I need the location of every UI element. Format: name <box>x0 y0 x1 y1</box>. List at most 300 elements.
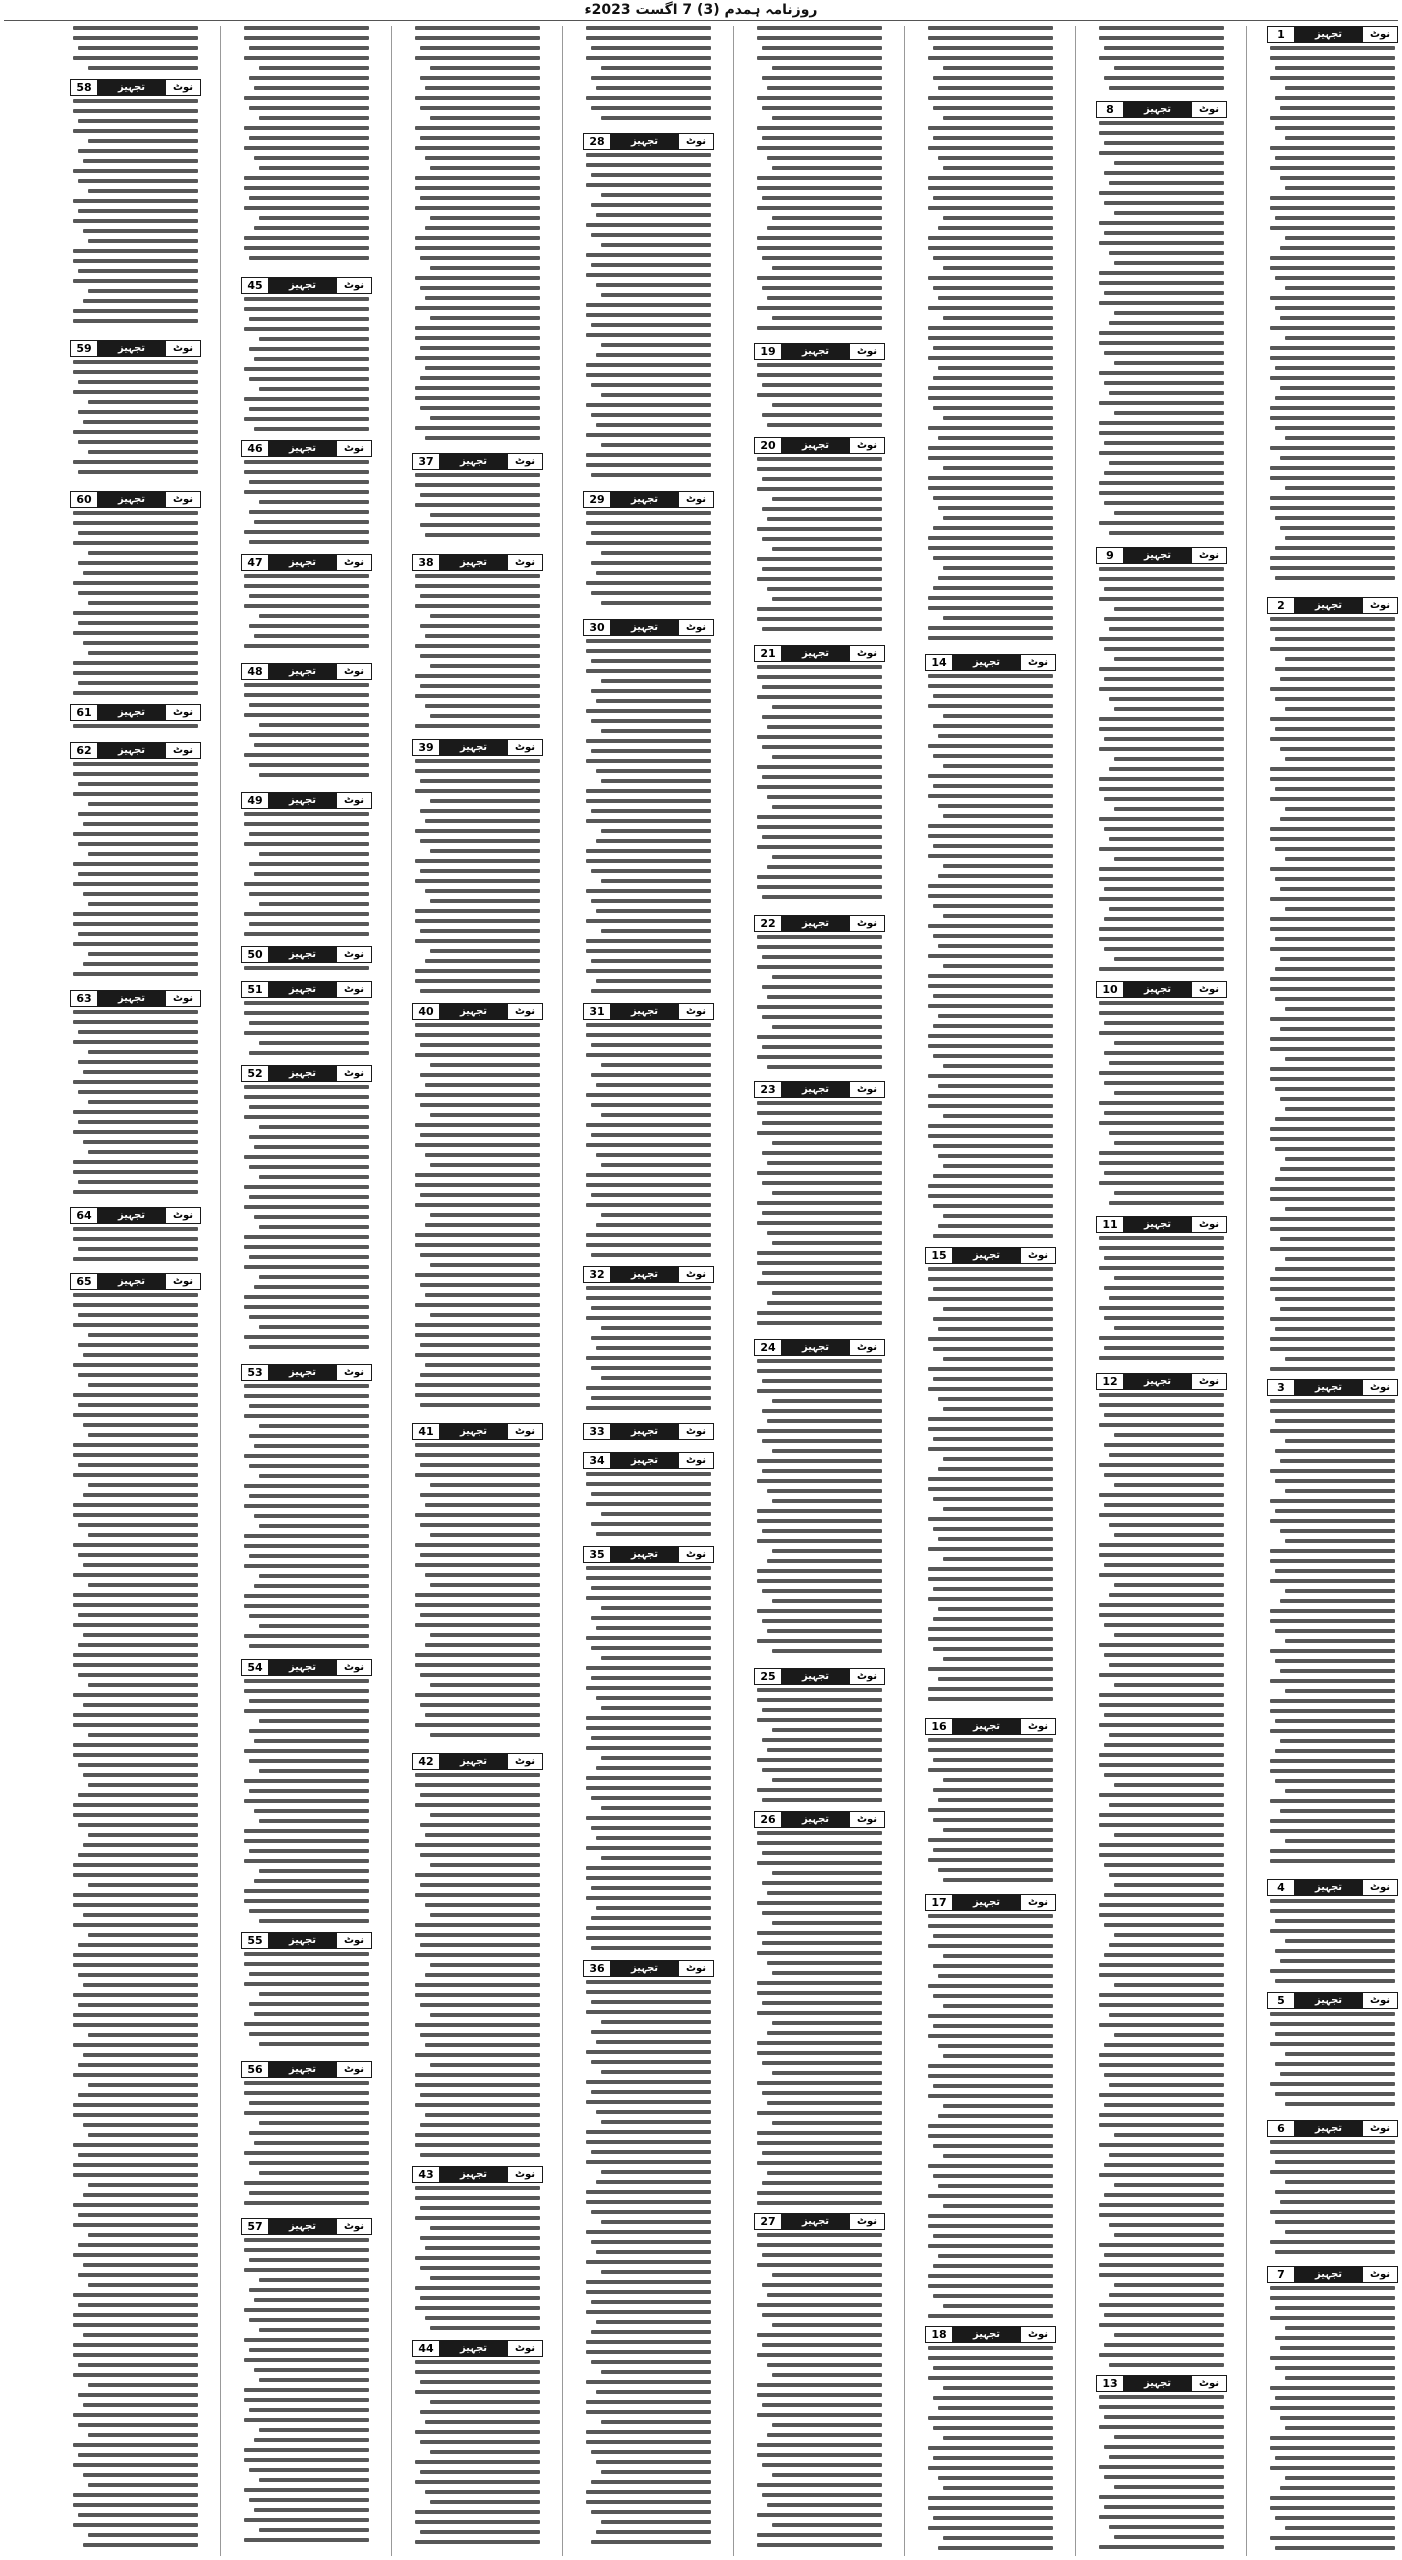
notice-tag: نوٹ <box>337 2062 371 2077</box>
notice-tag: نوٹ <box>166 492 200 507</box>
article-text <box>244 966 369 976</box>
notice-header-9 <box>1096 547 1227 564</box>
notice-tag: نوٹ <box>1192 1374 1226 1389</box>
article-text <box>1270 2286 1395 2556</box>
notice-label: تجہیز <box>288 443 317 454</box>
masthead-title: روزنامہ ہمدم (3) 7 اگست 2023ء <box>584 2 818 18</box>
article-text <box>415 1023 540 1413</box>
notice-number: 13 <box>1097 2376 1123 2391</box>
notice-header-49 <box>241 792 372 809</box>
article-text <box>415 1773 540 2163</box>
article-text <box>244 2238 369 2548</box>
notice-tag: نوٹ <box>679 1004 713 1019</box>
article-text <box>586 1472 711 1542</box>
notice-number: 43 <box>413 2167 439 2182</box>
notice-header-40 <box>412 1003 543 1020</box>
notice-label: تجہیز <box>801 440 830 451</box>
notice-number: 5 <box>1268 1993 1294 2008</box>
column-2 <box>1096 26 1227 2556</box>
notice-number: 3 <box>1268 1380 1294 1395</box>
notice-number: 36 <box>584 1961 610 1976</box>
notice-number: 9 <box>1097 548 1123 563</box>
notice-number: 46 <box>242 441 268 456</box>
article-text <box>244 1952 369 2052</box>
notice-tag: نوٹ <box>166 743 200 758</box>
notice-header-30 <box>583 619 714 636</box>
article-text <box>1099 1001 1224 1211</box>
notice-label: تجہیز <box>1314 2123 1343 2134</box>
column-7 <box>241 26 372 2556</box>
article-text <box>928 1914 1053 2324</box>
notice-tag: نوٹ <box>1363 27 1397 42</box>
notice-header-38 <box>412 554 543 571</box>
column-divider <box>1075 26 1076 2556</box>
notice-tag: نوٹ <box>1363 2121 1397 2136</box>
article-text <box>415 26 540 446</box>
notice-number: 33 <box>584 1424 610 1439</box>
notice-number: 2 <box>1268 598 1294 613</box>
notice-header-54 <box>241 1659 372 1676</box>
notice-header-20 <box>754 437 885 454</box>
notice-label: تجہیز <box>801 2216 830 2227</box>
article-text <box>586 26 711 126</box>
notice-header-48 <box>241 663 372 680</box>
notice-tag: نوٹ <box>679 1961 713 1976</box>
notice-tag: نوٹ <box>1192 548 1226 563</box>
notice-label: تجہیز <box>459 456 488 467</box>
notice-label: تجہیز <box>1314 1995 1343 2006</box>
notice-tag: نوٹ <box>1363 598 1397 613</box>
notice-tag: نوٹ <box>679 1547 713 1562</box>
notice-label: تجہیز <box>1143 104 1172 115</box>
notice-tag: نوٹ <box>508 740 542 755</box>
article-text <box>415 2360 540 2550</box>
notice-tag: نوٹ <box>850 646 884 661</box>
notice-tag: نوٹ <box>508 1004 542 1019</box>
notice-label: تجہیز <box>630 494 659 505</box>
notice-tag: نوٹ <box>508 1754 542 1769</box>
article-text <box>244 574 369 654</box>
notice-header-26 <box>754 1811 885 1828</box>
notice-number: 54 <box>242 1660 268 1675</box>
notice-header-57 <box>241 2218 372 2235</box>
notice-header-51 <box>241 981 372 998</box>
notice-header-13 <box>1096 2375 1227 2392</box>
notice-header-1 <box>1267 26 1398 43</box>
notice-number: 12 <box>1097 1374 1123 1389</box>
notice-header-43 <box>412 2166 543 2183</box>
notice-header-42 <box>412 1753 543 1770</box>
notice-label: تجہیز <box>459 2169 488 2180</box>
notice-header-52 <box>241 1065 372 1082</box>
notice-header-35 <box>583 1546 714 1563</box>
notice-number: 25 <box>755 1669 781 1684</box>
notice-header-29 <box>583 491 714 508</box>
notice-label: تجہیز <box>288 666 317 677</box>
article-text <box>244 460 369 550</box>
notice-number: 61 <box>71 705 97 720</box>
notice-label: تجہیز <box>288 2221 317 2232</box>
notice-label: تجہیز <box>630 136 659 147</box>
article-text <box>415 574 540 734</box>
article-text <box>73 1227 198 1267</box>
notice-tag: نوٹ <box>1192 2376 1226 2391</box>
article-text <box>244 1001 369 1061</box>
notice-label: تجہیز <box>288 949 317 960</box>
notice-label: تجہیز <box>1143 2378 1172 2389</box>
notice-label: تجہیز <box>801 1084 830 1095</box>
notice-number: 45 <box>242 278 268 293</box>
notice-tag: نوٹ <box>850 1669 884 1684</box>
article-text <box>73 762 198 982</box>
article-text <box>586 1980 711 2550</box>
notice-label: تجہیز <box>459 1426 488 1437</box>
notice-tag: نوٹ <box>508 2341 542 2356</box>
notice-tag: نوٹ <box>508 1424 542 1439</box>
notice-label: تجہیز <box>1314 1882 1343 1893</box>
article-text <box>73 360 198 480</box>
notice-header-32 <box>583 1266 714 1283</box>
notice-label: تجہیز <box>630 1269 659 1280</box>
article-text <box>757 363 882 433</box>
notice-number: 57 <box>242 2219 268 2234</box>
notice-label: تجہیز <box>117 494 146 505</box>
notice-number: 47 <box>242 555 268 570</box>
notice-header-46 <box>241 440 372 457</box>
notice-number: 39 <box>413 740 439 755</box>
notice-header-61 <box>70 704 201 721</box>
column-6 <box>412 26 543 2556</box>
notice-label: تجہیز <box>801 1671 830 1682</box>
notice-number: 21 <box>755 646 781 661</box>
notice-number: 32 <box>584 1267 610 1282</box>
notice-number: 20 <box>755 438 781 453</box>
notice-number: 27 <box>755 2214 781 2229</box>
notice-number: 53 <box>242 1365 268 1380</box>
notice-header-37 <box>412 453 543 470</box>
notice-label: تجہیز <box>288 280 317 291</box>
column-divider <box>220 26 221 2556</box>
notice-header-19 <box>754 343 885 360</box>
article-text <box>586 153 711 483</box>
article-text <box>586 1023 711 1263</box>
notice-header-62 <box>70 742 201 759</box>
notice-header-4 <box>1267 1879 1398 1896</box>
article-text <box>757 1831 882 2211</box>
notice-tag: نوٹ <box>337 1365 371 1380</box>
article-text <box>415 1443 540 1743</box>
column-1 <box>1267 26 1398 2556</box>
notice-tag: نوٹ <box>850 1340 884 1355</box>
notice-label: تجہیز <box>459 742 488 753</box>
notice-tag: نوٹ <box>1192 1217 1226 1232</box>
notice-tag: نوٹ <box>679 1267 713 1282</box>
article-text <box>1270 1399 1395 1869</box>
notice-number: 60 <box>71 492 97 507</box>
article-text <box>757 2233 882 2553</box>
notice-header-47 <box>241 554 372 571</box>
article-text <box>757 935 882 1075</box>
article-text <box>928 1738 1053 1888</box>
notice-label: تجہیز <box>630 622 659 633</box>
article-text <box>244 26 369 266</box>
notice-number: 35 <box>584 1547 610 1562</box>
notice-number: 26 <box>755 1812 781 1827</box>
notice-header-44 <box>412 2340 543 2357</box>
article-text <box>244 1679 369 1929</box>
notice-header-23 <box>754 1081 885 1098</box>
column-8 <box>70 26 201 2556</box>
notice-tag: نوٹ <box>337 947 371 962</box>
notice-tag: نوٹ <box>166 991 200 1006</box>
column-4 <box>754 26 885 2556</box>
notice-label: تجہیز <box>1143 984 1172 995</box>
notice-number: 17 <box>926 1895 952 1910</box>
article-text <box>928 674 1053 1244</box>
column-divider <box>904 26 905 2556</box>
notice-header-60 <box>70 491 201 508</box>
article-text <box>415 473 540 543</box>
notice-header-45 <box>241 277 372 294</box>
notice-number: 6 <box>1268 2121 1294 2136</box>
notice-tag: نوٹ <box>337 664 371 679</box>
notice-number: 24 <box>755 1340 781 1355</box>
notice-number: 19 <box>755 344 781 359</box>
notice-number: 16 <box>926 1719 952 1734</box>
notice-tag: نوٹ <box>679 1453 713 1468</box>
article-text <box>1099 26 1224 96</box>
notice-header-65 <box>70 1273 201 1290</box>
article-text <box>1270 46 1395 586</box>
notice-label: تجہیز <box>972 1897 1001 1908</box>
notice-header-31 <box>583 1003 714 1020</box>
article-text <box>73 1010 198 1200</box>
notice-header-17 <box>925 1894 1056 1911</box>
notice-header-11 <box>1096 1216 1227 1233</box>
notice-label: تجہیز <box>288 984 317 995</box>
notice-number: 15 <box>926 1248 952 1263</box>
notice-label: تجہیز <box>972 1721 1001 1732</box>
notice-header-56 <box>241 2061 372 2078</box>
notice-number: 50 <box>242 947 268 962</box>
notice-tag: نوٹ <box>166 80 200 95</box>
article-text <box>244 812 369 942</box>
notice-tag: نوٹ <box>166 705 200 720</box>
notice-tag: نوٹ <box>1021 1248 1055 1263</box>
notice-header-50 <box>241 946 372 963</box>
notice-label: تجہیز <box>1143 550 1172 561</box>
notice-number: 8 <box>1097 102 1123 117</box>
notice-label: تجہیز <box>288 1068 317 1079</box>
notice-tag: نوٹ <box>337 1933 371 1948</box>
article-text <box>73 1293 198 2553</box>
notice-number: 48 <box>242 664 268 679</box>
notice-tag: نوٹ <box>850 1082 884 1097</box>
notice-tag: نوٹ <box>508 2167 542 2182</box>
notice-tag: نوٹ <box>1021 2327 1055 2342</box>
notice-label: تجہیز <box>972 2329 1001 2340</box>
notice-header-12 <box>1096 1373 1227 1390</box>
article-text <box>1270 1899 1395 1989</box>
notice-header-36 <box>583 1960 714 1977</box>
article-text <box>1270 617 1395 1377</box>
notice-header-34 <box>583 1452 714 1469</box>
article-text <box>586 511 711 611</box>
notice-label: تجہیز <box>1143 1376 1172 1387</box>
notice-number: 23 <box>755 1082 781 1097</box>
notice-label: تجہیز <box>801 1342 830 1353</box>
notice-label: تجہیز <box>1314 29 1343 40</box>
column-divider <box>733 26 734 2556</box>
notice-label: تجہیز <box>117 343 146 354</box>
article-text <box>757 26 882 336</box>
notice-number: 18 <box>926 2327 952 2342</box>
masthead-rule <box>4 20 1398 21</box>
notice-label: تجہیز <box>117 82 146 93</box>
article-text <box>1099 567 1224 977</box>
notice-label: تجہیز <box>1314 1382 1343 1393</box>
notice-tag: نوٹ <box>166 341 200 356</box>
notice-header-25 <box>754 1668 885 1685</box>
article-text <box>73 724 198 734</box>
notice-tag: نوٹ <box>337 1660 371 1675</box>
notice-label: تجہیز <box>288 795 317 806</box>
notice-header-27 <box>754 2213 885 2230</box>
notice-header-63 <box>70 990 201 1007</box>
notice-label: تجہیز <box>630 1455 659 1466</box>
notice-tag: نوٹ <box>1363 1880 1397 1895</box>
notice-tag: نوٹ <box>508 454 542 469</box>
notice-header-41 <box>412 1423 543 1440</box>
notice-header-7 <box>1267 2266 1398 2283</box>
notice-number: 11 <box>1097 1217 1123 1232</box>
notice-number: 56 <box>242 2062 268 2077</box>
notice-label: تجہیز <box>288 1935 317 1946</box>
notice-label: تجہیز <box>288 1367 317 1378</box>
article-text <box>757 1101 882 1331</box>
notice-number: 34 <box>584 1453 610 1468</box>
article-text <box>415 2186 540 2336</box>
article-text <box>586 639 711 999</box>
notice-label: تجہیز <box>801 918 830 929</box>
notice-label: تجہیز <box>117 993 146 1004</box>
article-text <box>244 1384 369 1654</box>
article-text <box>244 683 369 783</box>
notice-number: 63 <box>71 991 97 1006</box>
article-text <box>928 2346 1053 2556</box>
article-text <box>757 1359 882 1659</box>
notice-header-53 <box>241 1364 372 1381</box>
notice-tag: نوٹ <box>679 620 713 635</box>
notice-label: تجہیز <box>630 1426 659 1437</box>
notice-tag: نوٹ <box>850 344 884 359</box>
notice-number: 62 <box>71 743 97 758</box>
article-text <box>1099 121 1224 541</box>
notice-header-16 <box>925 1718 1056 1735</box>
article-text <box>928 26 1053 646</box>
notice-label: تجہیز <box>630 1549 659 1560</box>
article-text <box>244 1085 369 1355</box>
notice-label: تجہیز <box>1314 2269 1343 2280</box>
article-text <box>1099 1393 1224 2373</box>
notice-label: تجہیز <box>117 1210 146 1221</box>
notice-number: 44 <box>413 2341 439 2356</box>
article-text <box>1270 2012 1395 2112</box>
notice-number: 28 <box>584 134 610 149</box>
notice-number: 38 <box>413 555 439 570</box>
notice-label: تجہیز <box>288 557 317 568</box>
notice-tag: نوٹ <box>1363 2267 1397 2282</box>
notice-tag: نوٹ <box>679 492 713 507</box>
notice-tag: نوٹ <box>1363 1993 1397 2008</box>
notice-number: 37 <box>413 454 439 469</box>
notice-header-39 <box>412 739 543 756</box>
notice-header-15 <box>925 1247 1056 1264</box>
notice-header-18 <box>925 2326 1056 2343</box>
notice-tag: نوٹ <box>166 1274 200 1289</box>
notice-number: 7 <box>1268 2267 1294 2282</box>
notice-header-21 <box>754 645 885 662</box>
article-text <box>73 26 198 76</box>
notice-tag: نوٹ <box>850 2214 884 2229</box>
notice-header-6 <box>1267 2120 1398 2137</box>
notice-header-10 <box>1096 981 1227 998</box>
article-text <box>73 511 198 701</box>
column-5 <box>583 26 714 2556</box>
notice-header-22 <box>754 915 885 932</box>
notice-number: 14 <box>926 655 952 670</box>
notice-header-24 <box>754 1339 885 1356</box>
notice-header-33 <box>583 1423 714 1440</box>
notice-label: تجہیز <box>459 557 488 568</box>
notice-label: تجہیز <box>117 1276 146 1287</box>
notice-number: 29 <box>584 492 610 507</box>
article-text <box>1099 1236 1224 1366</box>
article-text <box>928 1267 1053 1707</box>
notice-tag: نوٹ <box>1192 102 1226 117</box>
notice-tag: نوٹ <box>337 441 371 456</box>
notice-label: تجہیز <box>459 2343 488 2354</box>
notice-number: 55 <box>242 1933 268 1948</box>
notice-label: تجہیز <box>459 1756 488 1767</box>
notice-tag: نوٹ <box>850 1812 884 1827</box>
notice-tag: نوٹ <box>337 793 371 808</box>
notice-label: تجہیز <box>459 1006 488 1017</box>
notice-number: 58 <box>71 80 97 95</box>
column-divider <box>562 26 563 2556</box>
article-text <box>1270 2140 1395 2260</box>
notice-label: تجہیز <box>972 657 1001 668</box>
notice-number: 22 <box>755 916 781 931</box>
notice-label: تجہیز <box>630 1006 659 1017</box>
notice-tag: نوٹ <box>337 982 371 997</box>
notice-number: 59 <box>71 341 97 356</box>
notice-header-2 <box>1267 597 1398 614</box>
notice-label: تجہیز <box>1314 600 1343 611</box>
notice-tag: نوٹ <box>1192 982 1226 997</box>
notice-tag: نوٹ <box>337 555 371 570</box>
notice-label: تجہیز <box>630 1963 659 1974</box>
notice-label: تجہیز <box>288 1662 317 1673</box>
notice-label: تجہیز <box>801 648 830 659</box>
article-text <box>586 1286 711 1416</box>
article-text <box>757 457 882 637</box>
column-3 <box>925 26 1056 2556</box>
notice-label: تجہیز <box>1143 1219 1172 1230</box>
notice-number: 65 <box>71 1274 97 1289</box>
article-text <box>73 99 198 329</box>
notice-number: 10 <box>1097 982 1123 997</box>
